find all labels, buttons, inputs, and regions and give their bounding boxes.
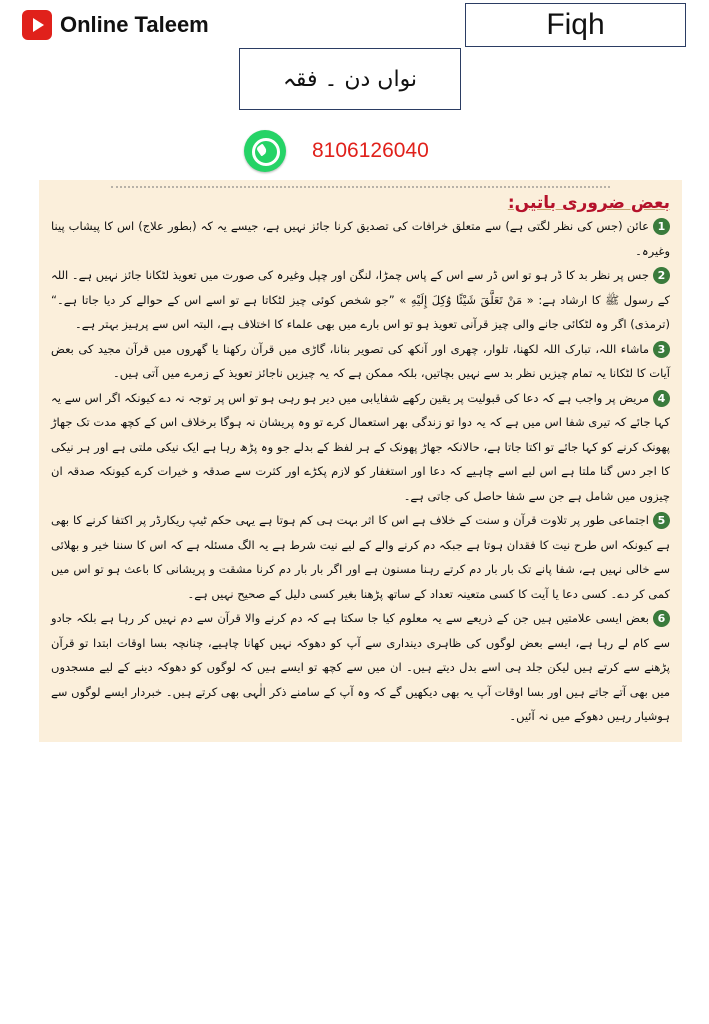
item-number: 1 xyxy=(653,218,670,235)
item-number: 2 xyxy=(653,267,670,284)
item-text: جس پر نظر بد کا ڈر ہو تو اس ڈر سے اس کے پاس چمڑا، لنگن اور چپل وغیرہ کی صورت میں تعویذ لٹکانا جائز نہیں ہے۔ اللہ کے رسول ﷺ کا ارشاد ہے: « مَنْ تَعَلَّقَ شَيْئًا وُكِلَ إِلَيْهِ » ”جو شخص کوئی چیز لٹکاتا ہے تو اسے اس کے حوالے کر دیا جاتا ہے۔“ (ترمذی) اگر وہ لٹکائی جانے والی چیز قرآنی تعویذ ہو تو اس بارے میں بھی علماء کا اختلاف ہے، البتہ اس سے پرہیز بہتر ہے۔ xyxy=(51,268,670,331)
item-text: ماشاء اللہ، تبارک اللہ لکھنا، تلوار، چھری اور آنکھ کی تصویر بنانا، گاڑی میں قرآن رکھنا یا گھروں میں قرآن مجید کی بعض آیات کا لٹکانا یہ تمام چیزیں نظر بد سے نہیں بچاتیں، بلکہ ممکن ہے کہ یہ چیزیں ناجائز تعویذ کے زمرے میں آتی ہیں۔ xyxy=(51,341,670,380)
phone-number: 8106126040 xyxy=(312,139,429,162)
item-number: 6 xyxy=(653,610,670,627)
whatsapp-icon xyxy=(244,130,286,172)
item-text: عائن (جس کی نظر لگتی ہے) سے متعلق خرافات کی تصدیق کرنا جائز نہیں ہے، جیسے یہ کہ (بطور علاج) اس کا پیشاب پینا وغیرہ۔ xyxy=(51,219,670,258)
list-item xyxy=(51,214,670,263)
subject-label: Fiqh xyxy=(465,3,686,47)
item-text: بعض ایسی علامتیں ہیں جن کے ذریعے سے یہ معلوم کیا جا سکتا ہے کہ دم کرنے والا قرآن سے دم نہیں کر رہا ہے بلکہ جادو سے کام لے رہا ہے، ایسے بعض لوگوں کی ظاہری دینداری سے آپ کو دھوکہ نہیں کھانا چاہیے، چنانچہ بسا اوقات ابتدا تو قرآن پڑھنے سے کرتے ہیں لیکن جلد ہی اسے بدل دیتے ہیں۔ ان میں سے کچھ تو ایسے ہیں کہ لوگوں کو دھوکہ دینے کے لیے مسجدوں میں بھی آتے جاتے ہیں اور بسا اوقات آپ یہ بھی دیکھیں گے کہ وہ آپ کے سامنے ذکر الٰہی بھی کرتے ہیں۔ خبردار ایسے لوگوں سے ہوشیار رہیں دھوکے میں نہ آئیں۔ xyxy=(51,611,670,723)
day-title: نواں دن ۔ فقہ xyxy=(239,48,461,110)
content-page xyxy=(39,180,682,742)
brand-header xyxy=(22,10,209,40)
list-item xyxy=(51,263,670,337)
page-top-divider xyxy=(111,184,610,188)
list-item xyxy=(51,508,670,606)
item-number: 4 xyxy=(653,390,670,407)
section-heading: بعض ضروری باتیں: xyxy=(507,193,670,213)
youtube-play-icon xyxy=(22,10,52,40)
item-number: 3 xyxy=(653,341,670,358)
item-number: 5 xyxy=(653,512,670,529)
item-text: اجتماعی طور پر تلاوت قرآن و سنت کے خلاف ہے اس کا اثر بہت ہی کم ہوتا ہے یہی حکم ٹیپ ریکارڈر پر اکتفا کرنے کا بھی ہے کیونکہ اس طرح نیت کا فقدان ہوتا ہے جبکہ دم کرنے والے کے لیے نیت شرط ہے یہ الگ مسئلہ ہے کہ اس کا سننا خیر و بھلائی سے خالی نہیں ہے، شفا پانے تک بار بار دم کرتے رہنا مسنون ہے اور اگر بار بار دم کرنا مشقت و پریشانی کا باعث ہو تو اس میں کمی کر دے۔ کسی دعا یا آیت کا کسی متعینہ تعداد کے ساتھ پڑھنا بغیر کسی دلیل کے صحیح نہیں ہے۔ xyxy=(51,513,670,601)
list-item xyxy=(51,386,670,509)
item-text: مریض پر واجب ہے کہ دعا کی قبولیت پر یقین رکھے شفایابی میں دیر ہو رہی ہو تو اس پر توجہ نہ دے کیونکہ اگر اس سے یہ کہا جائے کہ تیری شفا اس میں ہے کہ یہ دوا تو زندگی بھر استعمال کرے تو وہ پریشان نہ ہوگا برخلاف اس کے کچھ مدت تک جھاڑ پھونک کرنے کو کہا جائے تو اکتا جاتا ہے، حالانکہ جھاڑ پھونک کے ہر لفظ کے بدلے جو وہ پڑھ رہا ہے ایک نیکی ملتی ہے اور ہر نیکی کا اجر دس گنا ملتا ہے اس لیے اسے چاہیے کہ دعا اور استغفار کو لازم پکڑے اور کثرت سے صدقہ و خیرات کرے کیونکہ صدقہ ان چیزوں میں شامل ہے جن سے شفا حاصل کی جاتی ہے۔ xyxy=(51,390,670,503)
list-item xyxy=(51,606,670,729)
list-item xyxy=(51,337,670,386)
brand-name: Online Taleem xyxy=(60,12,209,37)
